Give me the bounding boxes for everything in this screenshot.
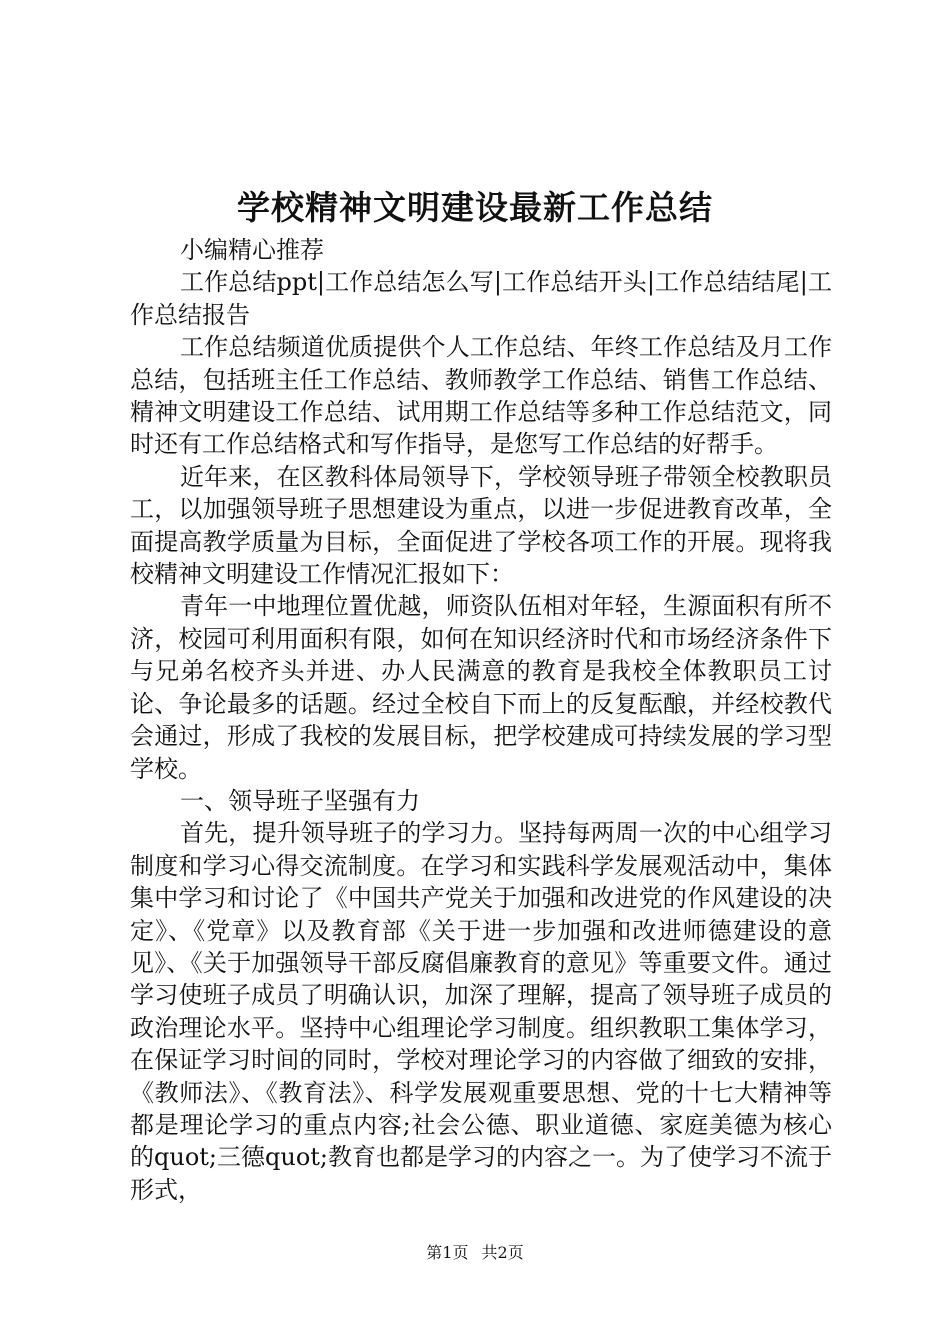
- document-title: 学校精神文明建设最新工作总结: [237, 188, 713, 227]
- paragraph-leadership-study: 首先，提升领导班子的学习力。坚持每两周一次的中心组学习制度和学习心得交流制度。在学习和实践科学发展观活动中，集体集中学习和讨论了《中国共产党关于加强和改进党的作风建设的决定》、《党章》以及教育部《关于进一步加强和改进师德建设的意见》、《关于加强领导干部反腐倡廉教育的意见》等重要文件。通过学习使班子成员了明确认识，加深了理解，提高了领导班子成员的政治理论水平。坚持中心组理论学习制度。组织教职工集体学习，在保证学习时间的同时，学校对理论学习的内容做了细致的安排，《教师法》、《教育法》、科学发展观重要思想、党的十七大精神等都是理论学习的重点内容;社会公德、职业道德、家庭美德为核心的quot;三德quot;教育也都是学习的内容之一。为了使学习不流于形式，: [130, 819, 832, 1204]
- page-number-current: 第1页: [426, 1243, 469, 1262]
- document-body: [130, 234, 832, 1206]
- paragraph-overview: 近年来，在区教科体局领导下，学校领导班子带领全校教职员工，以加强领导班子思想建设为重点，以进一步促进教育改革，全面提高教学质量为目标，全面促进了学校各项工作的开展。现将我校精神文明建设工作情况汇报如下：: [130, 462, 832, 589]
- page-number-total: 共2页: [481, 1243, 524, 1262]
- paragraph-links: 工作总结ppt|工作总结怎么写|工作总结开头|工作总结结尾|工作总结报告: [130, 268, 832, 329]
- paragraph-channel-intro: 工作总结频道优质提供个人工作总结、年终工作总结及月工作总结，包括班主任工作总结、教师教学工作总结、销售工作总结、精神文明建设工作总结、试用期工作总结等多种工作总结范文，同时还有工作总结格式和写作指导，是您写工作总结的好帮手。: [130, 333, 832, 459]
- paragraph-school-background: 青年一中地理位置优越，师资队伍相对年轻，生源面积有所不济，校园可利用面积有限，如何在知识经济时代和市场经济条件下与兄弟名校齐头并进、办人民满意的教育是我校全体教职员工讨论、争论最多的话题。经过全校自下而上的反复酝酿，并经校教代会通过，形成了我校的发展目标，把学校建成可持续发展的学习型学校。: [130, 592, 832, 783]
- paragraph-recommend: 小编精心推荐: [180, 236, 324, 264]
- page-footer: [0, 1242, 950, 1264]
- section-heading-leadership: 一、领导班子坚强有力: [180, 786, 420, 815]
